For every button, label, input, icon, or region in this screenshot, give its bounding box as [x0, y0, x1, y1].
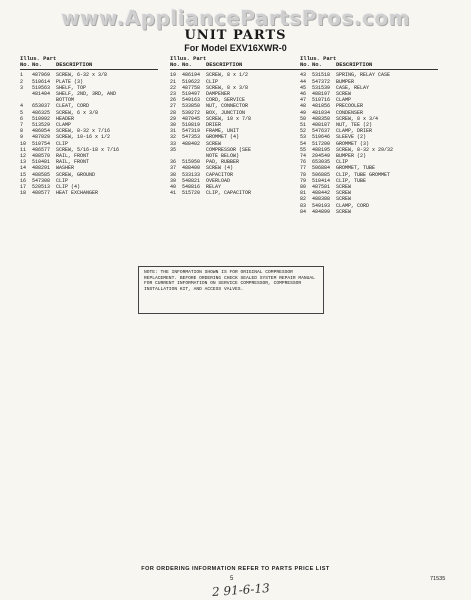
header-illus-part: Illus. Part: [20, 55, 57, 62]
illus-number: 49: [300, 109, 307, 116]
page-title: UNIT PARTS: [184, 28, 287, 43]
header-description: DESCRIPTION: [336, 61, 373, 69]
part-number: 533133: [182, 171, 201, 178]
part-number: 487758: [182, 84, 201, 91]
part-description: SCREW, 10 x 7/8: [206, 115, 252, 122]
part-number: 510716: [312, 97, 331, 104]
part-number: 520513: [32, 184, 51, 191]
illus-number: 1: [20, 72, 24, 79]
part-description: SCREW: [336, 91, 352, 98]
header-description: DESCRIPTION: [56, 61, 93, 69]
illus-number: 7: [20, 122, 24, 129]
part-number: 487969: [32, 72, 51, 79]
illus-number: 9: [20, 134, 24, 141]
illus-number: 31: [170, 128, 177, 135]
part-number: 547372: [312, 78, 331, 85]
part-description: SLEEVE (2): [336, 134, 367, 141]
part-number: 486194: [182, 72, 201, 79]
part-number: 481404: [32, 91, 51, 98]
illus-number: 6: [20, 115, 24, 122]
illus-number: 39: [170, 177, 177, 184]
part-description: HEADER: [56, 115, 75, 122]
part-row: [20, 190, 158, 196]
illus-number: 43: [300, 72, 307, 79]
part-number: 488350: [312, 115, 331, 122]
part-description: SCREW: [336, 190, 352, 197]
part-description: BUMPER (2): [336, 153, 367, 160]
part-number: 480577: [32, 190, 51, 197]
header-no: No.: [20, 61, 30, 69]
part-description: SCREW (4): [206, 165, 234, 172]
part-number: 547353: [182, 134, 201, 141]
part-description: BOTTOM: [56, 97, 75, 104]
illus-number: 11: [20, 146, 27, 153]
illus-number: 84: [300, 208, 307, 215]
site-watermark: www.AppliancePartsPros.com: [61, 6, 410, 30]
part-description: CORD, SERVICE: [206, 97, 246, 104]
part-number: 547308: [32, 177, 51, 184]
parts-column-3: [300, 56, 438, 215]
part-number: 488195: [312, 146, 331, 153]
part-description: NUT, TEE (2): [336, 122, 373, 129]
part-description: BUMPER: [336, 78, 355, 85]
illus-number: 17: [20, 184, 27, 191]
illus-number: 54: [300, 140, 307, 147]
part-description: CLIP, TUBE: [336, 177, 367, 184]
part-description: CLAMP, DRIER: [336, 128, 373, 135]
illus-number: 50: [300, 115, 307, 122]
part-number: 510414: [312, 177, 331, 184]
part-number: 488187: [312, 122, 331, 129]
page-number: 5: [230, 576, 234, 582]
part-number: 510754: [32, 140, 51, 147]
part-number: 548816: [182, 184, 201, 191]
part-number: 481034: [312, 109, 331, 116]
illus-number: 28: [170, 109, 177, 116]
header-part-no: No.: [182, 61, 192, 69]
part-description: COMPRESSOR (SEE: [206, 146, 252, 153]
header-part-no: No.: [312, 61, 322, 69]
illus-number: 32: [170, 134, 177, 141]
part-number: 547637: [312, 128, 331, 135]
illus-number: 35: [170, 146, 177, 153]
part-description: RAIL, FRONT: [56, 153, 90, 160]
part-description: CLAMP: [56, 122, 72, 129]
illus-number: 33: [170, 140, 177, 147]
part-number: 547319: [182, 128, 201, 135]
part-number: 519497: [182, 91, 201, 98]
part-description: SCREW: [206, 140, 222, 147]
handwritten-annotation: 2 91-6-13: [211, 581, 271, 599]
part-description: WASHER: [56, 165, 75, 172]
part-number: 488442: [312, 190, 331, 197]
ordering-footer: FOR ORDERING INFORMATION REFER TO PARTS PRICE LIST: [141, 566, 330, 572]
illus-number: 81: [300, 190, 307, 197]
part-description: PAD, RUBBER: [206, 159, 240, 166]
part-row: [300, 209, 438, 215]
part-number: 531518: [312, 72, 331, 79]
part-number: 487045: [182, 115, 201, 122]
part-description: NOTE BELOW): [206, 153, 240, 160]
part-number: 488388: [312, 196, 331, 203]
illus-number: 10: [20, 140, 27, 147]
document-number: 71535: [430, 576, 446, 582]
part-description: SHELF, 2ND, 3RD, AND: [56, 91, 117, 98]
illus-number: 76: [300, 159, 307, 166]
part-description: SHELF, TOP: [56, 84, 87, 91]
part-number: 519563: [32, 84, 51, 91]
part-description: CLIP: [56, 177, 69, 184]
part-description: SCREW: [336, 208, 352, 215]
part-description: SCREW, GROUND: [56, 171, 96, 178]
illus-number: 14: [20, 165, 27, 172]
part-number: 548821: [182, 177, 201, 184]
illus-number: 52: [300, 128, 307, 135]
illus-number: 46: [300, 91, 307, 98]
compressor-note: NOTE: THE INFORMATION SHOWN IS FOR ORIGINAL COMPRESSOR REPLACEMENT. BEFORE ORDERING CHECK SEALED SYSTEM REPAIR MANUAL FOR CURRENT INFORMATION ON SERVICE COMPRESSOR, COMPRESSOR INSTALLATION KIT, AND ACCESS VALVES.: [138, 266, 324, 314]
part-description: CLIP, CAPACITOR: [206, 190, 252, 197]
part-number: 549163: [182, 97, 201, 104]
part-number: 510646: [312, 134, 331, 141]
illus-number: 79: [300, 177, 307, 184]
part-number: 488402: [182, 140, 201, 147]
illus-number: 53: [300, 134, 307, 141]
part-number: 515720: [182, 190, 201, 197]
part-number: 506884: [312, 165, 331, 172]
header-part-no: No.: [32, 61, 42, 69]
part-description: BOX, JUNCTION: [206, 109, 246, 116]
illus-number: 29: [170, 115, 177, 122]
part-number: 653037: [32, 103, 51, 110]
part-description: HEAT EXCHANGER: [56, 190, 99, 197]
illus-number: 47: [300, 97, 307, 104]
part-description: FRAME, UNIT: [206, 128, 240, 135]
part-description: RELAY: [206, 184, 222, 191]
part-description: SCREW, 10-16 x 1/2: [56, 134, 111, 141]
part-number: 549193: [312, 202, 331, 209]
part-number: 481856: [312, 103, 331, 110]
part-description: SCREW, 8 x 3/4: [336, 115, 379, 122]
illus-number: 19: [170, 72, 177, 79]
header-no: No.: [170, 61, 180, 69]
part-description: OVERLOAD: [206, 177, 231, 184]
illus-number: 78: [300, 171, 307, 178]
illus-number: 5: [20, 109, 24, 116]
part-number: 488570: [32, 153, 51, 160]
part-description: CLIP: [56, 140, 69, 147]
part-description: PRECOOLER: [336, 103, 364, 110]
column-header-labels: [300, 62, 438, 70]
part-description: CONDENSER: [336, 109, 364, 116]
illus-number: 82: [300, 196, 307, 203]
illus-number: 21: [170, 78, 177, 85]
illus-number: 74: [300, 153, 307, 160]
illus-number: 37: [170, 165, 177, 172]
part-number: 533850: [182, 103, 201, 110]
illus-number: 23: [170, 91, 177, 98]
illus-number: 36: [170, 159, 177, 166]
part-description: SCREW, 6-32 x 3/8: [56, 72, 108, 79]
part-description: SPRING, RELAY CASE: [336, 72, 391, 79]
illus-number: 40: [170, 184, 177, 191]
illus-number: 22: [170, 84, 177, 91]
illus-number: 44: [300, 78, 307, 85]
part-description: GROMMET, TUBE: [336, 165, 376, 172]
illus-number: 27: [170, 103, 177, 110]
illus-number: 16: [20, 177, 27, 184]
part-description: DAMPENER: [206, 91, 231, 98]
part-description: DRIER: [206, 122, 222, 129]
part-description: SCREW, 6 x 3/8: [56, 109, 99, 116]
part-description: CAPACITOR: [206, 171, 234, 178]
part-description: CLIP, TUBE GROMMET: [336, 171, 391, 178]
part-number: 488585: [32, 171, 51, 178]
illus-number: 41: [170, 190, 177, 197]
part-description: GROMMET (3): [336, 140, 370, 147]
illus-number: 18: [20, 190, 27, 197]
part-number: 488197: [312, 91, 331, 98]
part-description: CLAMP, CORD: [336, 202, 370, 209]
part-description: NUT, CONNECTOR: [206, 103, 249, 110]
part-description: RAIL, FRONT: [56, 159, 90, 166]
parts-column-2: [170, 56, 308, 196]
part-description: SCREW, 8-32 x 7/16: [56, 128, 111, 135]
part-number: 484899: [312, 208, 331, 215]
part-number: 486054: [32, 128, 51, 135]
illus-number: 2: [20, 78, 24, 85]
illus-number: 55: [300, 146, 307, 153]
part-number: 519622: [182, 78, 201, 85]
part-description: SCREW, 8-32 x 29/32: [336, 146, 394, 153]
part-description: SCREW: [336, 184, 352, 191]
part-number: 510819: [182, 122, 201, 129]
part-description: GROMMET (4): [206, 134, 240, 141]
illus-number: 80: [300, 184, 307, 191]
part-description: CLIP (4): [56, 184, 81, 191]
header-illus-part: Illus. Part: [300, 55, 337, 62]
illus-number: 38: [170, 171, 177, 178]
illus-number: 15: [20, 171, 27, 178]
column-header-labels: [170, 62, 308, 70]
part-description: CLIP: [336, 159, 349, 166]
part-number: 510481: [32, 159, 51, 166]
illus-number: 4: [20, 103, 24, 110]
part-description: SCREW, 8 x 1/2: [206, 72, 249, 79]
model-subtitle: For Model EXV16XWR-0: [184, 43, 287, 53]
part-description: CLAMP: [336, 97, 352, 104]
part-description: CLIP: [206, 78, 219, 85]
illus-number: 8: [20, 128, 24, 135]
part-description: CASE, RELAY: [336, 84, 370, 91]
column-header-labels: [20, 62, 158, 70]
header-illus-part: Illus. Part: [170, 55, 207, 62]
part-number: 513529: [32, 122, 51, 129]
illus-number: 13: [20, 159, 27, 166]
illus-number: 83: [300, 202, 307, 209]
illus-number: 51: [300, 122, 307, 129]
part-number: 531539: [312, 84, 331, 91]
part-number: 539272: [182, 109, 201, 116]
part-number: 653035: [312, 159, 331, 166]
header-description: DESCRIPTION: [206, 61, 243, 69]
part-number: 506885: [312, 171, 331, 178]
part-row: [170, 190, 308, 196]
illus-number: 26: [170, 97, 177, 104]
illus-number: 45: [300, 84, 307, 91]
illus-number: 3: [20, 84, 24, 91]
illus-number: 48: [300, 103, 307, 110]
illus-number: 12: [20, 153, 27, 160]
parts-column-1: [20, 56, 158, 196]
part-number: 510614: [32, 78, 51, 85]
part-description: CLEAT, CORD: [56, 103, 90, 110]
part-number: 517200: [312, 140, 331, 147]
part-description: PLATE (3): [56, 78, 84, 85]
part-number: 510992: [32, 115, 51, 122]
illus-number: 30: [170, 122, 177, 129]
part-number: 204549: [312, 153, 331, 160]
part-number: 488291: [32, 165, 51, 172]
part-number: 515950: [182, 159, 201, 166]
illus-number: 77: [300, 165, 307, 172]
part-number: 487581: [312, 184, 331, 191]
part-number: 486325: [32, 109, 51, 116]
part-description: SCREW: [336, 196, 352, 203]
part-number: 486577: [32, 146, 51, 153]
part-number: 488400: [182, 165, 201, 172]
part-description: SCREW, 8 x 3/8: [206, 84, 249, 91]
header-no: No.: [300, 61, 310, 69]
part-description: SCREW, 5/16-18 x 7/16: [56, 146, 120, 153]
part-number: 487029: [32, 134, 51, 141]
